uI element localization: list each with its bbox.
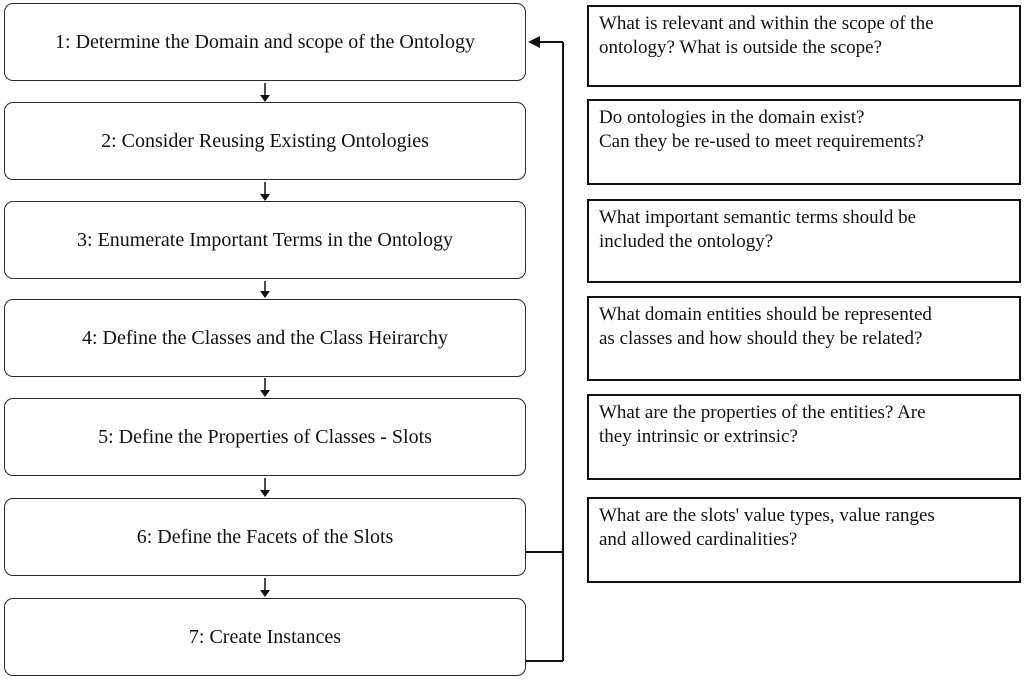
step-box-3: 3: Enumerate Important Terms in the Ontology — [4, 201, 526, 279]
down-arrow-4-5 — [260, 378, 270, 397]
step-box-1: 1: Determine the Domain and scope of the Ontology — [4, 3, 526, 81]
loop-arrowhead-icon — [528, 36, 540, 48]
down-arrow-2-3 — [260, 182, 270, 201]
down-arrow-5-6 — [260, 478, 270, 497]
question-box-5: What are the properties of the entities? Are they intrinsic or extrinsic? — [587, 394, 1021, 480]
down-arrow-6-7 — [260, 578, 270, 597]
question-box-2: Do ontologies in the domain exist? Can they be re-used to meet requirements? — [587, 99, 1021, 185]
step-box-4: 4: Define the Classes and the Class Heirarchy — [4, 299, 526, 377]
down-arrow-3-4 — [260, 281, 270, 298]
question-box-6: What are the slots' value types, value ranges and allowed cardinalities? — [587, 497, 1021, 583]
step-box-5: 5: Define the Properties of Classes - Slots — [4, 398, 526, 476]
step-box-7: 7: Create Instances — [4, 598, 526, 676]
question-box-4: What domain entities should be represented as classes and how should they be related? — [587, 296, 1021, 381]
question-box-1: What is relevant and within the scope of the ontology? What is outside the scope? — [587, 5, 1021, 87]
step-box-2: 2: Consider Reusing Existing Ontologies — [4, 102, 526, 180]
down-arrow-1-2 — [260, 83, 270, 102]
feedback-loop — [526, 36, 563, 661]
step-box-6: 6: Define the Facets of the Slots — [4, 498, 526, 576]
question-box-3: What important semantic terms should be included the ontology? — [587, 199, 1021, 283]
